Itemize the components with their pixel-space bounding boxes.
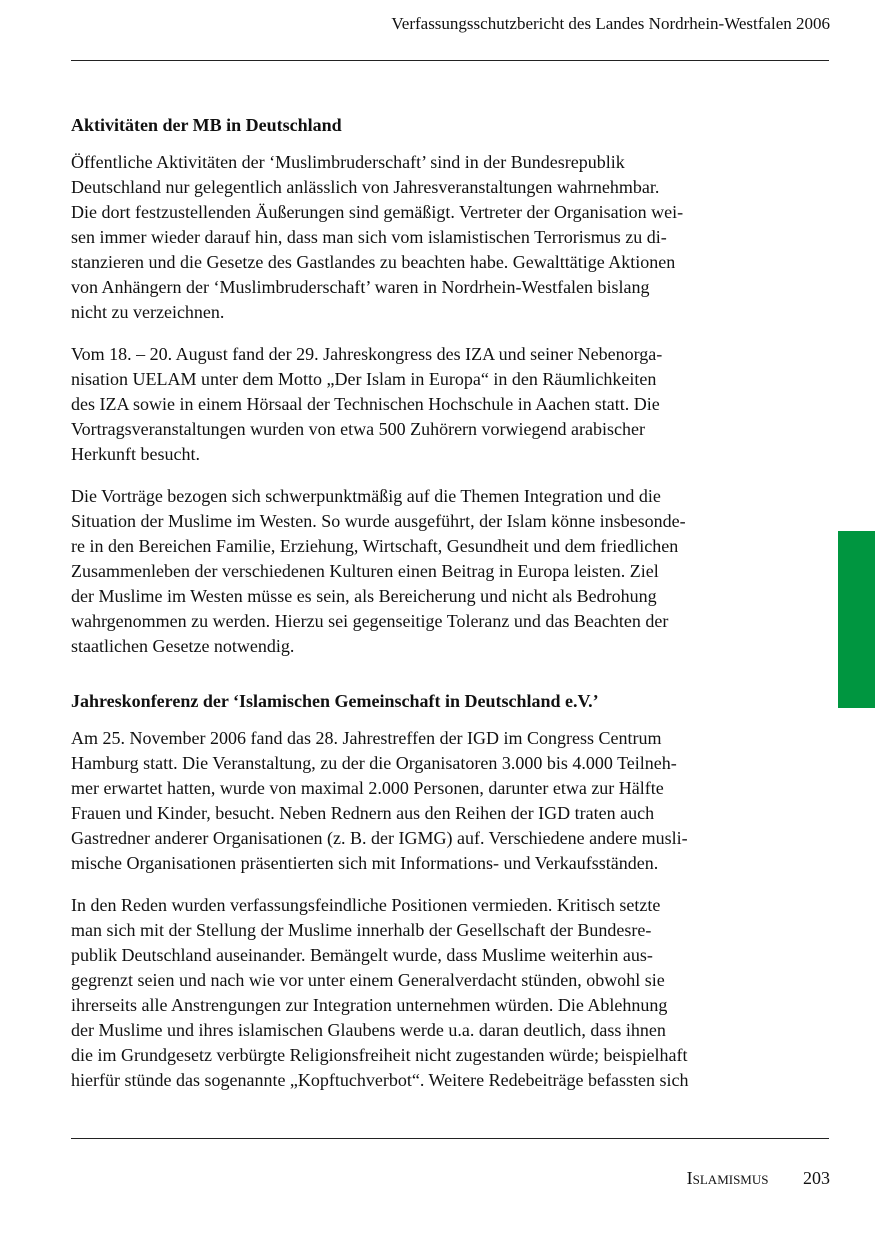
text-line: man sich mit der Stellung der Muslime innerhalb der Gesellschaft der Bundesre-	[71, 920, 652, 940]
section2-paragraphs	[71, 726, 786, 1093]
text-line: der Muslime im Westen müsse es sein, als Bereicherung und nicht als Bedrohung	[71, 586, 657, 606]
text-line: hierfür stünde das sogenannte „Kopftuchverbot“. Weitere Redebeiträge befassten sich	[71, 1070, 689, 1090]
text-line: Vortragsveranstaltungen wurden von etwa 500 Zuhörern vorwiegend arabischer	[71, 419, 645, 439]
text-line: Situation der Muslime im Westen. So wurde ausgeführt, der Islam könne insbesonde-	[71, 511, 686, 531]
page-footer	[687, 1166, 830, 1190]
text-line: mische Organisationen präsentierten sich mit Informations- und Verkaufsständen.	[71, 853, 659, 873]
text-line: gegrenzt seien und nach wie vor unter einem Generalverdacht stünden, obwohl sie	[71, 970, 665, 990]
page-content	[71, 113, 786, 1110]
text-line: Öffentliche Aktivitäten der ‘Muslimbruderschaft’ sind in der Bundesrepublik	[71, 152, 625, 172]
text-line: nisation UELAM unter dem Motto „Der Islam in Europa“ in den Räumlichkeiten	[71, 369, 657, 389]
header-rule	[71, 60, 829, 61]
body-paragraph	[71, 726, 786, 876]
text-line: re in den Bereichen Familie, Erziehung, Wirtschaft, Gesundheit und dem friedlichen	[71, 536, 679, 556]
text-line: ihrerseits alle Anstrengungen zur Integration unternehmen würden. Die Ablehnung	[71, 995, 668, 1015]
text-line: der Muslime und ihres islamischen Glaubens werde u.a. daran deutlich, dass ihnen	[71, 1020, 666, 1040]
body-paragraph	[71, 484, 786, 659]
text-line: von Anhängern der ‘Muslimbruderschaft’ waren in Nordrhein-Westfalen bislang	[71, 277, 650, 297]
text-line: die im Grundgesetz verbürgte Religionsfreiheit nicht zugestanden würde; beispielhaft	[71, 1045, 688, 1065]
footer-section-label: Islamismus	[686, 1168, 769, 1188]
text-line: sen immer wieder darauf hin, dass man sich vom islamistischen Terrorismus zu di-	[71, 227, 667, 247]
body-paragraph	[71, 342, 786, 467]
body-paragraph	[71, 893, 786, 1093]
text-line: nicht zu verzeichnen.	[71, 302, 225, 322]
text-line: Zusammenleben der verschiedenen Kulturen einen Beitrag in Europa leisten. Ziel	[71, 561, 659, 581]
text-line: In den Reden wurden verfassungsfeindliche Positionen vermieden. Kritisch setzte	[71, 895, 661, 915]
text-line: Die dort festzustellenden Äußerungen sind gemäßigt. Vertreter der Organisation wei-	[71, 202, 684, 222]
text-line: wahrgenommen zu werden. Hierzu sei gegenseitige Toleranz und das Beachten der	[71, 611, 669, 631]
text-line: Am 25. November 2006 fand das 28. Jahrestreffen der IGD im Congress Centrum	[71, 728, 662, 748]
text-line: publik Deutschland auseinander. Bemängelt wurde, dass Muslime weiterhin aus-	[71, 945, 653, 965]
page-number: 203	[803, 1168, 830, 1188]
text-line: Die Vorträge bezogen sich schwerpunktmäßig auf die Themen Integration und die	[71, 486, 661, 506]
text-line: stanzieren und die Gesetze des Gastlandes zu beachten habe. Gewalttätige Aktionen	[71, 252, 676, 272]
text-line: Deutschland nur gelegentlich anlässlich von Jahresveranstaltungen wahrnehmbar.	[71, 177, 660, 197]
text-line: Gastredner anderer Organisationen (z. B. der IGMG) auf. Verschiedene andere musli-	[71, 828, 688, 848]
section-heading-igd: Jahreskonferenz der ‘Islamischen Gemeinschaft in Deutschland e.V.’	[71, 691, 599, 711]
text-line: des IZA sowie in einem Hörsaal der Technischen Hochschule in Aachen statt. Die	[71, 394, 660, 414]
section1-paragraphs	[71, 150, 786, 659]
section-heading-mb: Aktivitäten der MB in Deutschland	[71, 115, 342, 135]
text-line: Frauen und Kinder, besucht. Neben Rednern aus den Reihen der IGD traten auch	[71, 803, 655, 823]
text-line: Hamburg statt. Die Veranstaltung, zu der die Organisatoren 3.000 bis 4.000 Teilneh-	[71, 753, 677, 773]
text-line: Herkunft besucht.	[71, 444, 200, 464]
footer-rule	[71, 1138, 829, 1139]
text-line: mer erwartet hatten, wurde von maximal 2.000 Personen, darunter etwa zur Hälfte	[71, 778, 664, 798]
chapter-color-tab	[838, 531, 875, 708]
text-line: Vom 18. – 20. August fand der 29. Jahreskongress des IZA und seiner Nebenorga-	[71, 344, 663, 364]
body-paragraph	[71, 150, 786, 325]
running-header: Verfassungsschutzbericht des Landes Nordrhein-Westfalen 2006	[391, 14, 830, 33]
text-line: staatlichen Gesetze notwendig.	[71, 636, 295, 656]
